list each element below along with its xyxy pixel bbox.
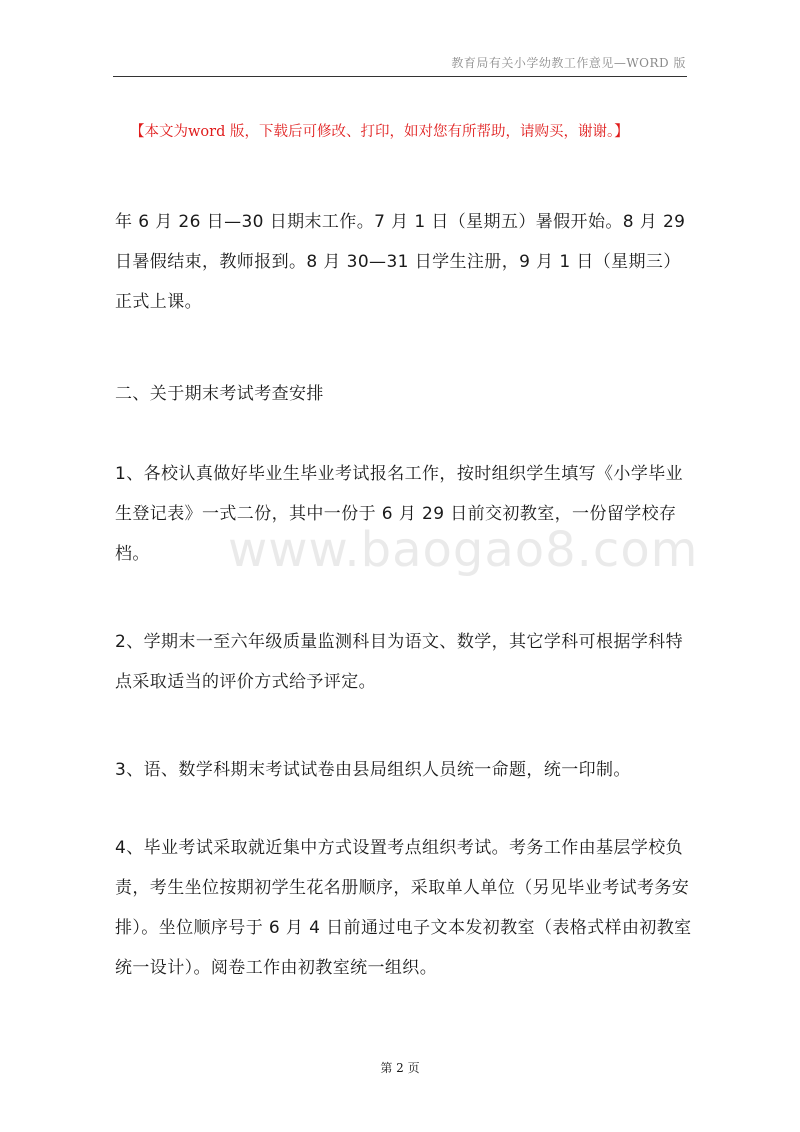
purchase-notice: 【本文为word 版，下载后可修改、打印，如对您有所帮助，请购买，谢谢。】 bbox=[130, 124, 629, 140]
header-title: 教育局有关小学幼教工作意见—WORD 版 bbox=[451, 56, 686, 70]
watermark: www.baogao8.com bbox=[228, 522, 699, 578]
paragraph-item-3: 3、语、数学科期末考试试卷由县局组织人员统一命题，统一印制。 bbox=[115, 760, 631, 780]
paragraph-item-1: 1、各校认真做好毕业生毕业考试报名工作，按时组织学生填写《小学毕业生登记表》一式二份，其中一份于 6 月 29 日前交初教室，一份留学校存档。 bbox=[115, 464, 684, 564]
header-divider bbox=[113, 76, 687, 77]
paragraph-item-2: 2、学期末一至六年级质量监测科目为语文、数学，其它学科可根据学科特点采取适当的评价方式给予评定。 bbox=[115, 632, 684, 692]
section-heading: 二、关于期末考试考查安排 bbox=[115, 384, 324, 404]
page-number: 第 2 页 bbox=[380, 1061, 420, 1075]
paragraph-schedule: 年 6 月 26 日—30 日期末工作。7 月 1 日（星期五）暑假开始。8 月 29 日暑假结束，教师报到。8 月 30—31 日学生注册，9 月 1 日（星期三）正式上课。 bbox=[115, 212, 686, 312]
paragraph-item-4: 4、毕业考试采取就近集中方式设置考点组织考试。考务工作由基层学校负责，考生坐位按期初学生花名册顺序，采取单人单位（另见毕业考试考务安排）。坐位顺序号于 6 月 4 日前通过电子文本发初教室（表格式样由初教室统一设计）。阅卷工作由初教室统一组织。 bbox=[115, 838, 692, 978]
